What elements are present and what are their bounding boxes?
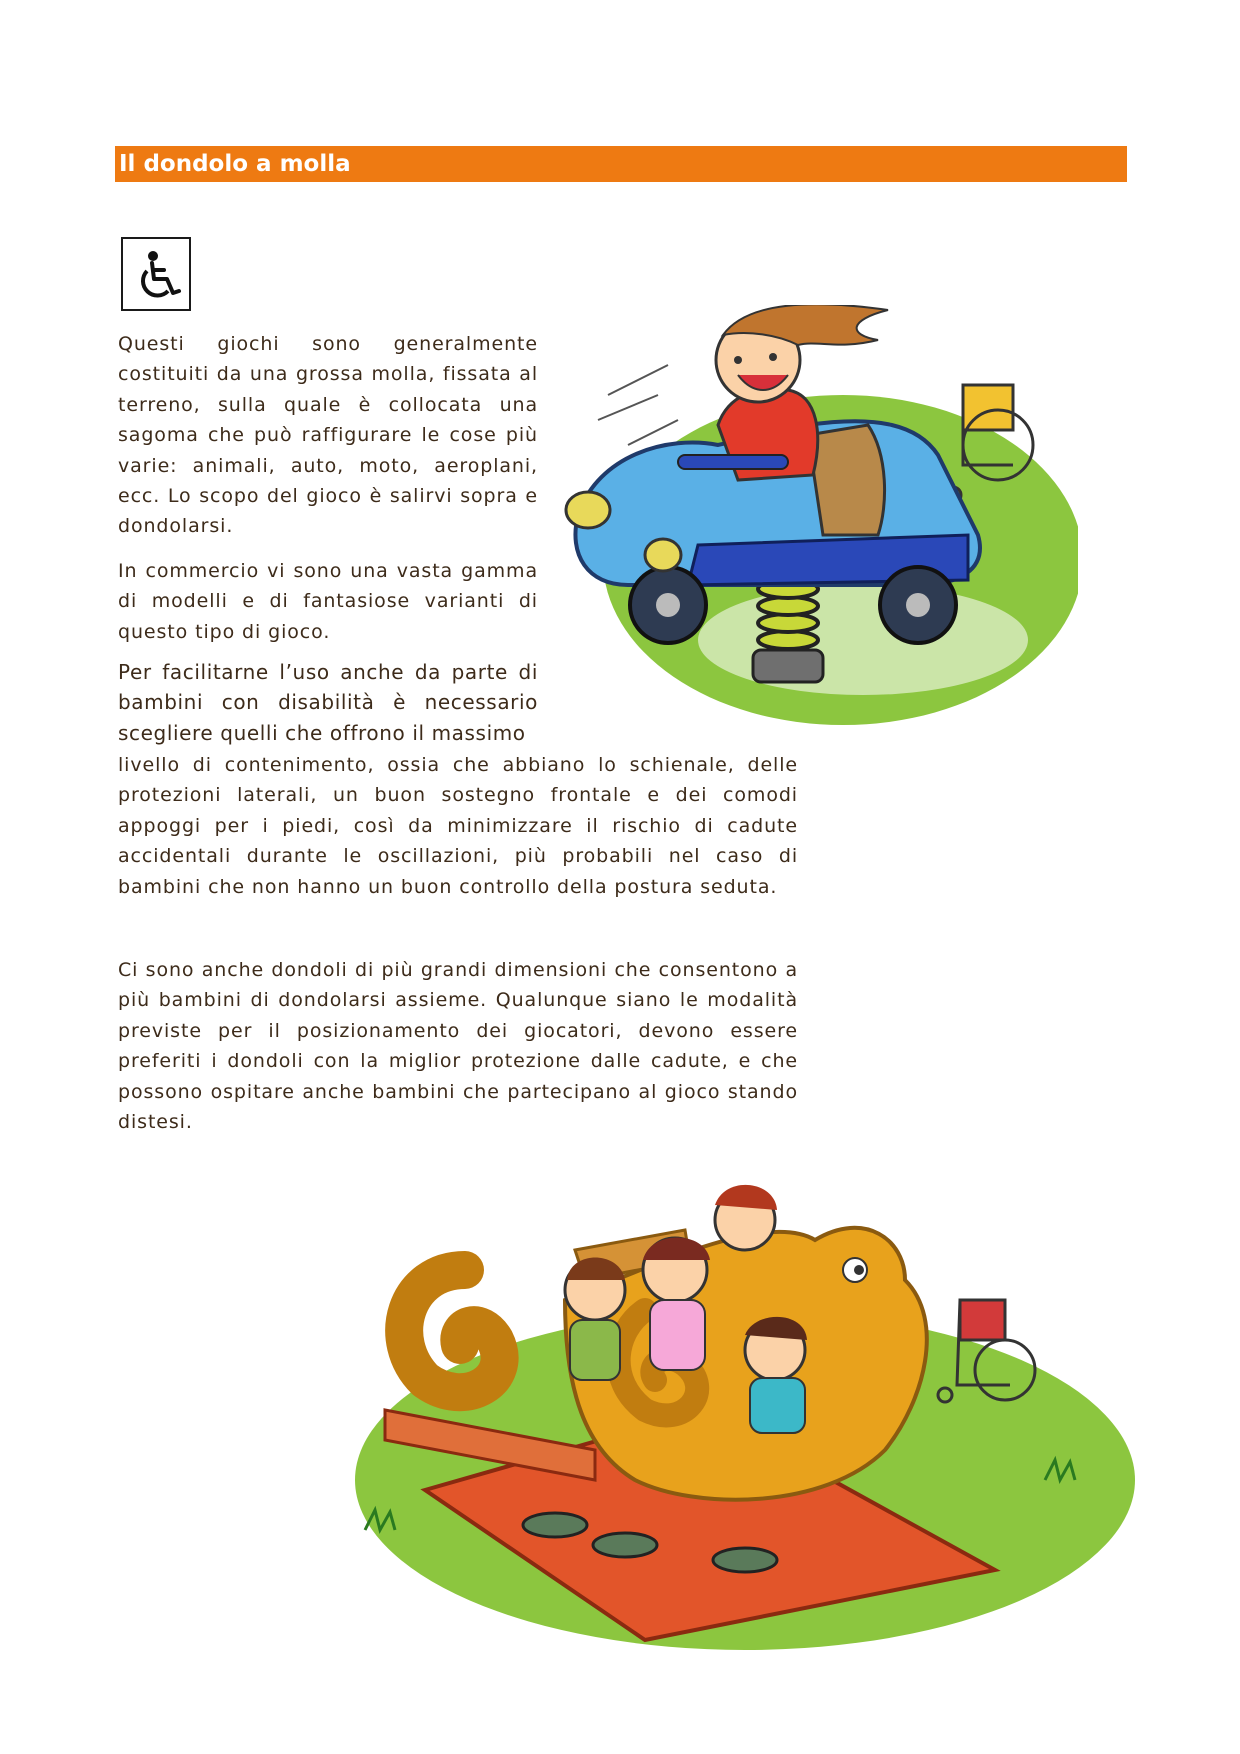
car-spring-rider-illustration	[558, 305, 1078, 735]
paragraph-disability-continued: livello di contenimento, ossia che abbiano lo schienale, delle protezioni laterali, un buon sostegno frontale e dei comodi appoggi per i piedi, così da minimizzare il rischio di cadute accidentali durante le oscillazioni, più probabili nel caso di bambini che non hanno un buon controllo della postura seduta.	[118, 754, 798, 898]
spring	[758, 580, 818, 649]
paragraph-large-rockers: Ci sono anche dondoli di più grandi dimensioni che consentono a più bambini di dondolarsi assieme. Qualunque siano le modalità previste per il posizionamento dei giocatori, devono essere preferiti i dondoli con la miglior protezione dalle cadute, e che possono ospitare anche bambini che partecipano al gioco stando distesi.	[118, 959, 798, 1134]
accessibility-box	[121, 237, 191, 311]
section-title: Il dondolo a molla	[115, 146, 1127, 182]
paragraph-intro: Questi giochi sono generalmente costituiti da una grossa molla, fissata al terreno, sulla quale è collocata una sagoma che può raffigurare le cose più varie: animali, auto, moto, aeroplani, ecc. Lo scopo del gioco è salirvi sopra e dondolarsi.	[118, 333, 538, 538]
paragraph-models: In commercio vi sono una vasta gamma di modelli e di fantasiose varianti di questo tipo di gioco.	[118, 560, 538, 643]
seahorse-tail	[404, 1270, 499, 1392]
paragraph-disability-start: Per facilitarne l’uso anche da parte di bambini con disabilità è necessario scegliere quelli che offrono il massimo	[118, 660, 538, 745]
wheelchair-accessibility-icon	[133, 249, 183, 303]
seahorse-rocker-illustration	[345, 1150, 1135, 1650]
